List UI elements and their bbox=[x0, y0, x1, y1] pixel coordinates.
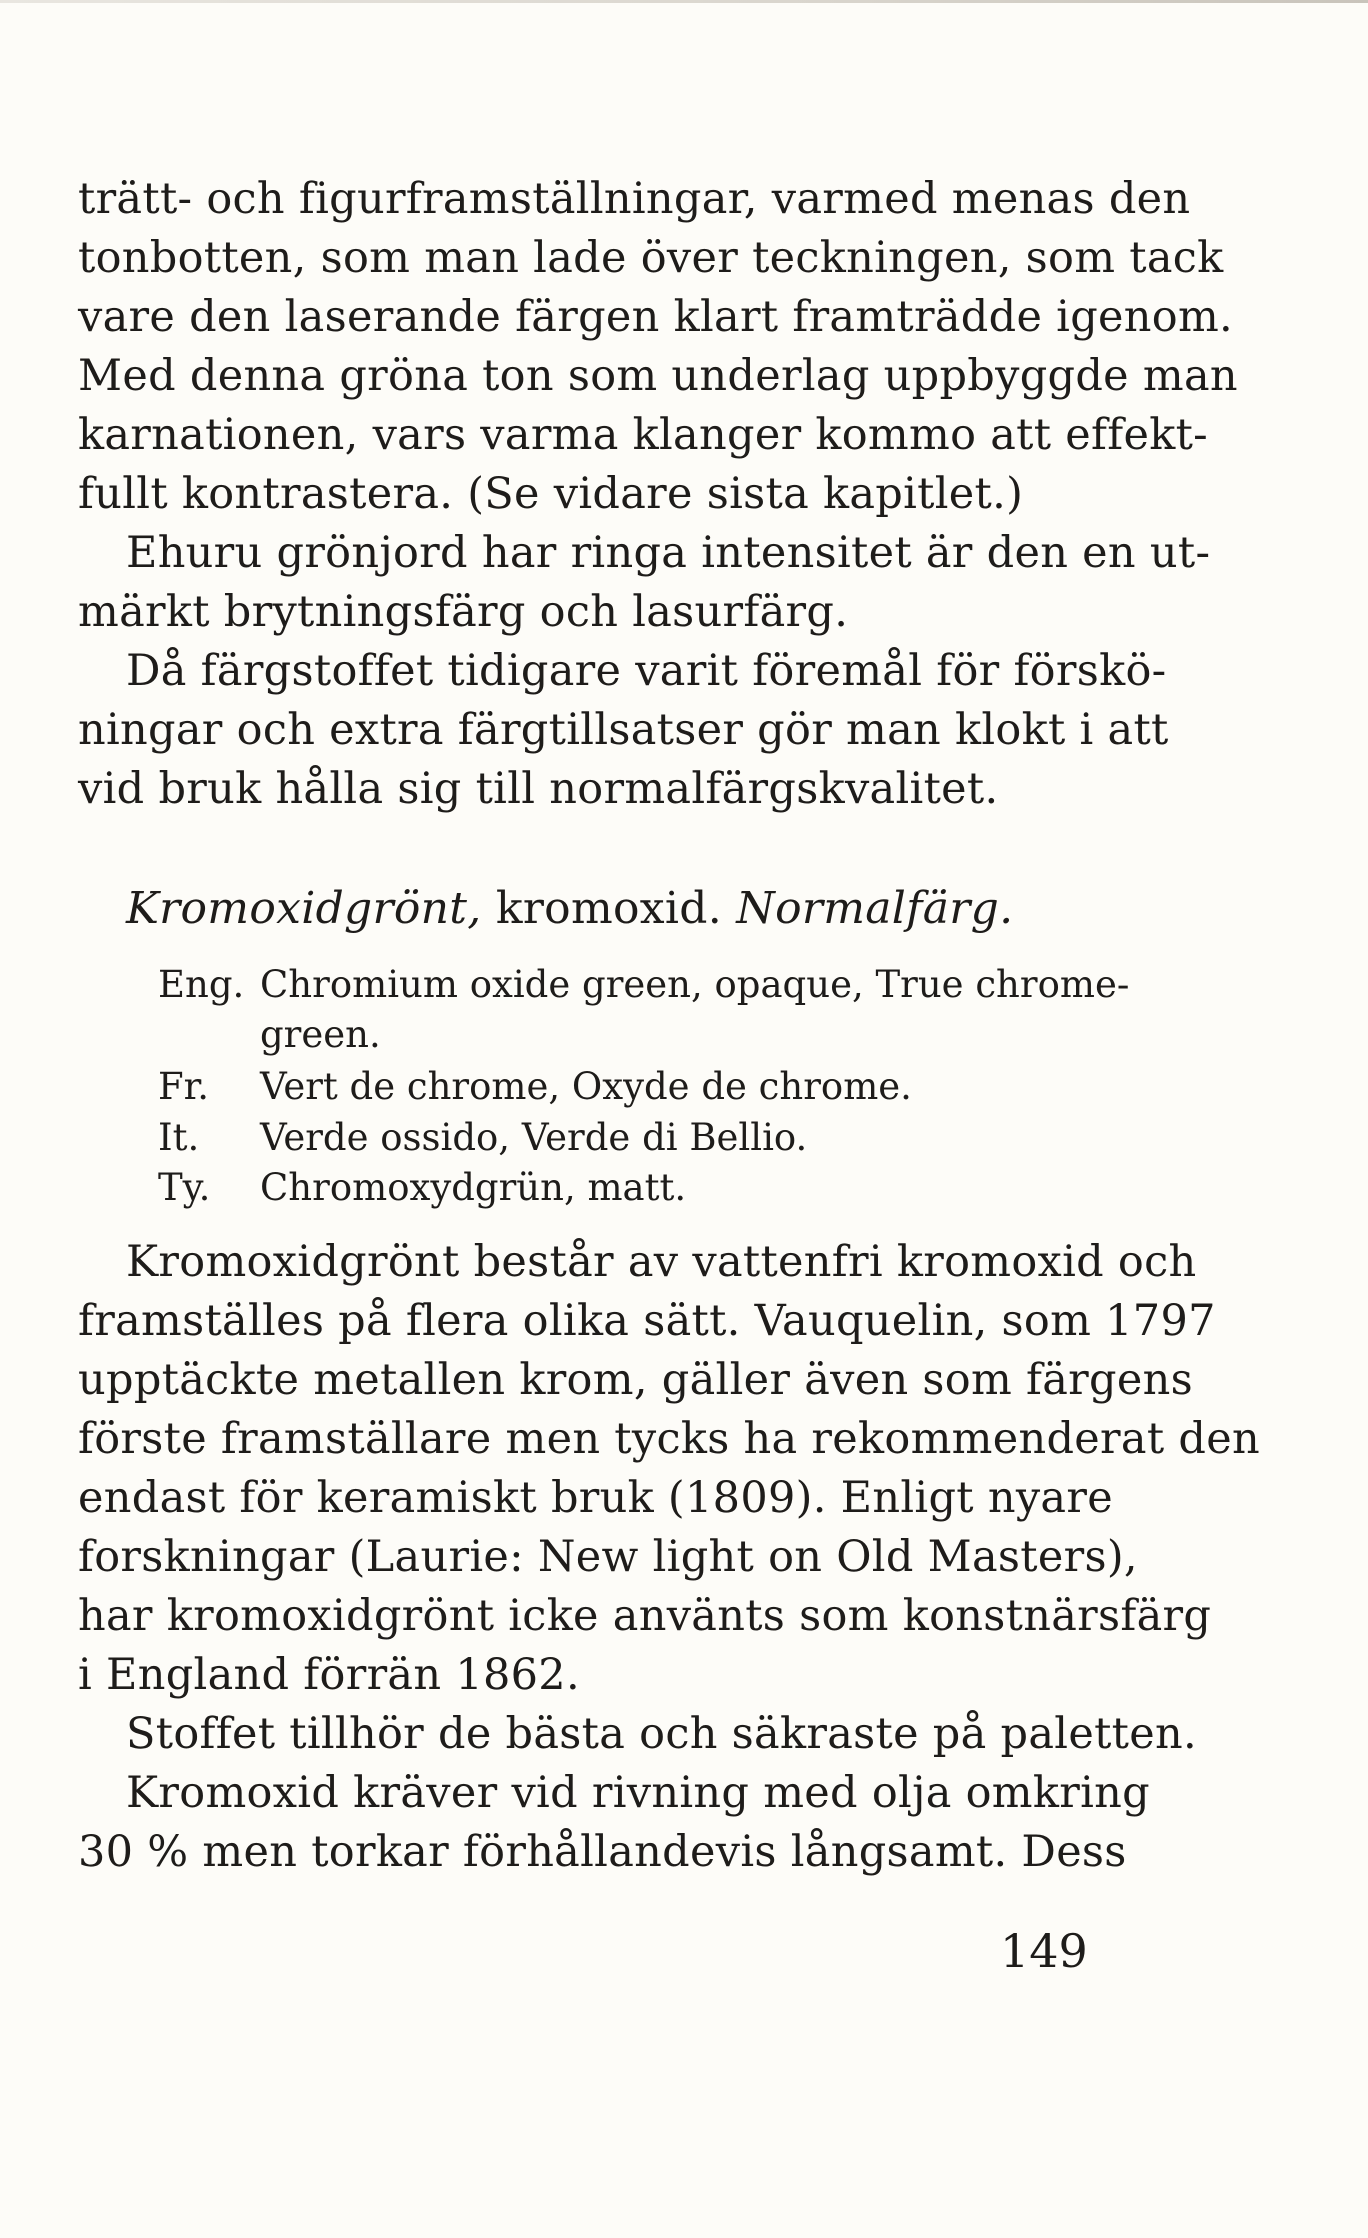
translation-text: Verde ossido, Verde di Bellio. bbox=[260, 1116, 808, 1159]
pigment-chemical: kromoxid. bbox=[495, 883, 722, 934]
text-line: 30 % men torkar förhållandevis långsamt. Dess bbox=[78, 1827, 1127, 1877]
pigment-heading bbox=[126, 880, 1013, 938]
language-code: It. bbox=[158, 1116, 200, 1159]
pigment-quality: Normalfärg. bbox=[736, 883, 1014, 934]
text-line: förste framställare men tycks ha rekommenderat den bbox=[78, 1414, 1260, 1464]
text-line: Ehuru grönjord har ringa intensitet är den en ut- bbox=[126, 528, 1211, 578]
text-line: upptäckte metallen krom, gäller även som färgens bbox=[78, 1355, 1193, 1405]
text-line: Då färgstoffet tidigare varit föremål för förskö- bbox=[126, 646, 1167, 696]
translation-row bbox=[158, 1113, 1086, 1163]
text-line: vare den laserande färgen klart framträdde igenom. bbox=[78, 292, 1234, 342]
text-line: Med denna gröna ton som underlag uppbyggde man bbox=[78, 351, 1238, 401]
scan-edge bbox=[0, 0, 1368, 3]
translation-text: Vert de chrome, Oxyde de chrome. bbox=[260, 1065, 912, 1108]
text-line: karnationen, vars varma klanger kommo att effekt- bbox=[78, 410, 1208, 460]
text-line: Kromoxidgrönt består av vattenfri kromoxid och bbox=[126, 1237, 1197, 1287]
pigment-name: Kromoxidgrönt, bbox=[126, 883, 482, 934]
text-line: ningar och extra färgtillsatser gör man klokt i att bbox=[78, 705, 1169, 755]
text-line: framställes på flera olika sätt. Vauquelin, som 1797 bbox=[78, 1296, 1216, 1346]
language-code: Fr. bbox=[158, 1065, 210, 1108]
translation-text: Chromoxydgrün, matt. bbox=[260, 1166, 687, 1209]
text-line: märkt brytningsfärg och lasurfärg. bbox=[78, 587, 849, 637]
language-code: Eng. bbox=[158, 963, 245, 1006]
translation-row bbox=[158, 1163, 1086, 1213]
text-line: trätt- och figurframställningar, varmed menas den bbox=[78, 174, 1191, 224]
translation-row bbox=[158, 1062, 1086, 1112]
translation-text: Chromium oxide green, opaque, True chrome- bbox=[260, 963, 1130, 1006]
translation-text: green. bbox=[260, 1013, 381, 1056]
translation-row bbox=[158, 960, 1130, 1010]
translation-row bbox=[158, 1010, 1086, 1060]
text-line: Kromoxid kräver vid rivning med olja omkring bbox=[126, 1768, 1150, 1818]
text-line: Stoffet tillhör de bästa och säkraste på paletten. bbox=[126, 1709, 1197, 1759]
text-line: tonbotten, som man lade över teckningen, som tack bbox=[78, 233, 1224, 283]
text-line: fullt kontrastera. (Se vidare sista kapitlet.) bbox=[78, 469, 1024, 519]
text-line: vid bruk hålla sig till normalfärgskvalitet. bbox=[78, 764, 999, 814]
language-code: Ty. bbox=[158, 1166, 211, 1209]
text-line: endast för keramiskt bruk (1809). Enligt nyare bbox=[78, 1473, 1113, 1523]
text-line: i England förrän 1862. bbox=[78, 1650, 580, 1700]
text-line: har kromoxidgrönt icke använts som konstnärsfärg bbox=[78, 1591, 1212, 1641]
page-number: 149 bbox=[1000, 1924, 1088, 1978]
text-line: forskningar (Laurie: New light on Old Masters), bbox=[78, 1532, 1138, 1582]
